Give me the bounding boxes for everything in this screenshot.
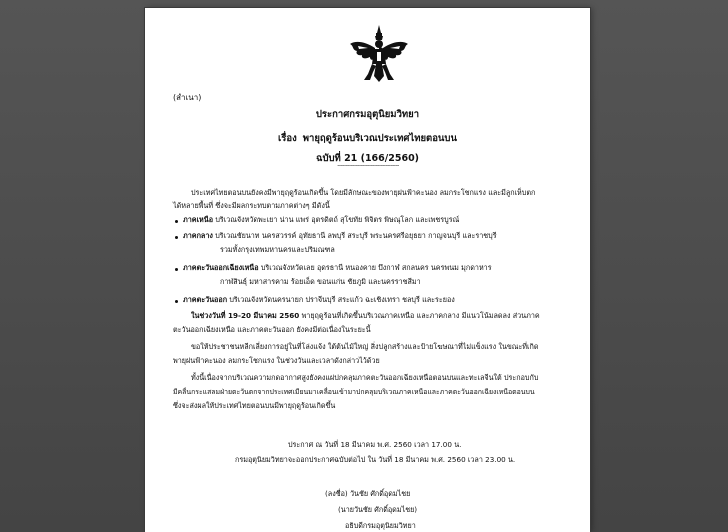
region-detail-continued: กาฬสินธุ์ มหาสารคาม ร้อยเอ็ด ขอนแก่น ชัยภูมิ และนครราชสีมา xyxy=(220,277,421,286)
advice-line-1: ขอให้ประชาชนหลีกเลี่ยงการอยู่ในที่โล่งแจ้ง ใต้ต้นไม้ใหญ่ สิ่งปลูกสร้างและป้ายโฆษณาที่ไม่แข็งแรง ในขณะที่เกิด xyxy=(191,342,539,351)
issue-number: ฉบับที่ 21 (166/2560) xyxy=(315,153,420,164)
forecast-paragraph-line-1 xyxy=(191,311,540,321)
region-name: ภาคเหนือ xyxy=(183,215,214,224)
next-issue-notice: กรมอุตุนิยมวิทยาจะออกประกาศฉบับต่อไป ใน วันที่ 18 มีนาคม พ.ศ. 2560 เวลา 23.00 น. xyxy=(235,455,516,464)
bullet-icon xyxy=(175,236,178,239)
cause-line-3: ซึ่งจะส่งผลให้ประเทศไทยตอนบนมีพายุฤดูร้อนเกิดขึ้น xyxy=(173,401,336,410)
region-name: ภาคตะวันออก xyxy=(183,295,228,304)
document-page xyxy=(145,8,590,532)
title-separator: ------------------------------------- xyxy=(337,162,399,169)
bullet-icon xyxy=(175,220,178,223)
cause-line-1: ทั้งนี้เนื่องจากบริเวณความกดอากาศสูงยังคงแผ่ปกคลุมภาคตะวันออกเฉียงเหนือตอนบนและทะเลจีนใต้ ประกอบกับ xyxy=(191,373,539,382)
announcement-subject xyxy=(145,131,590,146)
region-east xyxy=(183,295,455,305)
bullet-icon xyxy=(175,300,178,303)
garuda-emblem xyxy=(348,24,410,84)
forecast-period: ในช่วงวันที่ 19-20 มีนาคม 2560 xyxy=(191,311,300,320)
region-detail: บริเวณจังหวัดพะเยา น่าน แพร่ อุตรดิตถ์ สุโขทัย พิจิตร พิษณุโลก และเพชรบูรณ์ xyxy=(215,215,460,224)
announcement-date: ประกาศ ณ วันที่ 18 มีนาคม พ.ศ. 2560 เวลา 17.00 น. xyxy=(288,440,462,449)
region-north xyxy=(183,215,459,225)
region-name: ภาคกลาง xyxy=(183,231,213,240)
subject-text: พายุฤดูร้อนบริเวณประเทศไทยตอนบน xyxy=(302,133,457,144)
region-central xyxy=(183,231,497,241)
region-detail-continued: รวมทั้งกรุงเทพมหานครและปริมณฑล xyxy=(220,245,335,254)
forecast-text: พายุฤดูร้อนที่เกิดขึ้นบริเวณภาคเหนือ และภาคกลาง มีแนวโน้มลดลง ส่วนภาค xyxy=(301,311,540,320)
intro-line-2: ได้หลายพื้นที่ ซึ่งจะมีผลกระทบตามภาคต่างๆ มีดังนี้ xyxy=(173,201,330,210)
signatory-position: อธิบดีกรมอุตุนิยมวิทยา xyxy=(345,521,416,530)
announcement-title: ประกาศกรมอุตุนิยมวิทยา xyxy=(315,109,420,120)
subject-label: เรื่อง xyxy=(278,133,297,144)
region-detail: บริเวณจังหวัดเลย อุดรธานี หนองคาย บึงกาฬ สกลนคร นครพนม มุกดาหาร xyxy=(260,263,492,272)
advice-line-2: พายุฝนฟ้าคะนอง ลมกระโชกแรง ในช่วงวันและเวลาดังกล่าวไว้ด้วย xyxy=(173,356,380,365)
region-name: ภาคตะวันออกเฉียงเหนือ xyxy=(183,263,259,272)
region-detail: บริเวณชัยนาท นครสวรรค์ อุทัยธานี ลพบุรี สระบุรี พระนครศรีอยุธยา กาญจนบุรี และราชบุรี xyxy=(215,231,497,240)
bullet-icon xyxy=(175,268,178,271)
intro-line-1: ประเทศไทยตอนบนยังคงมีพายุฤดูร้อนเกิดขึ้น โดยมีลักษณะของพายุฝนฟ้าคะนอง ลมกระโชกแรง และมีลูกเห็บตก xyxy=(191,188,536,197)
signature-line: (ลงชื่อ) วันชัย ศักดิ์อุดมไชย xyxy=(325,489,411,498)
signatory-name: (นายวันชัย ศักดิ์อุดมไชย) xyxy=(338,505,418,514)
cause-line-2: มีคลื่นกระแสลมฝ่ายตะวันตกจากประเทศเมียนมาเคลื่อนเข้ามาปกคลุมบริเวณภาคเหนือและภาคตะวันออกเฉียงเหนือตอนบน xyxy=(173,388,535,396)
forecast-paragraph-line-2: ตะวันออกเฉียงเหนือ และภาคตะวันออก ยังคงมีต่อเนื่องในระยะนี้ xyxy=(173,325,371,334)
region-detail: บริเวณจังหวัดนครนายก ปราจีนบุรี สระแก้ว ฉะเชิงเทรา ชลบุรี และระยอง xyxy=(229,295,455,304)
region-northeast xyxy=(183,263,492,273)
copy-label: (สำเนา) xyxy=(173,93,202,102)
